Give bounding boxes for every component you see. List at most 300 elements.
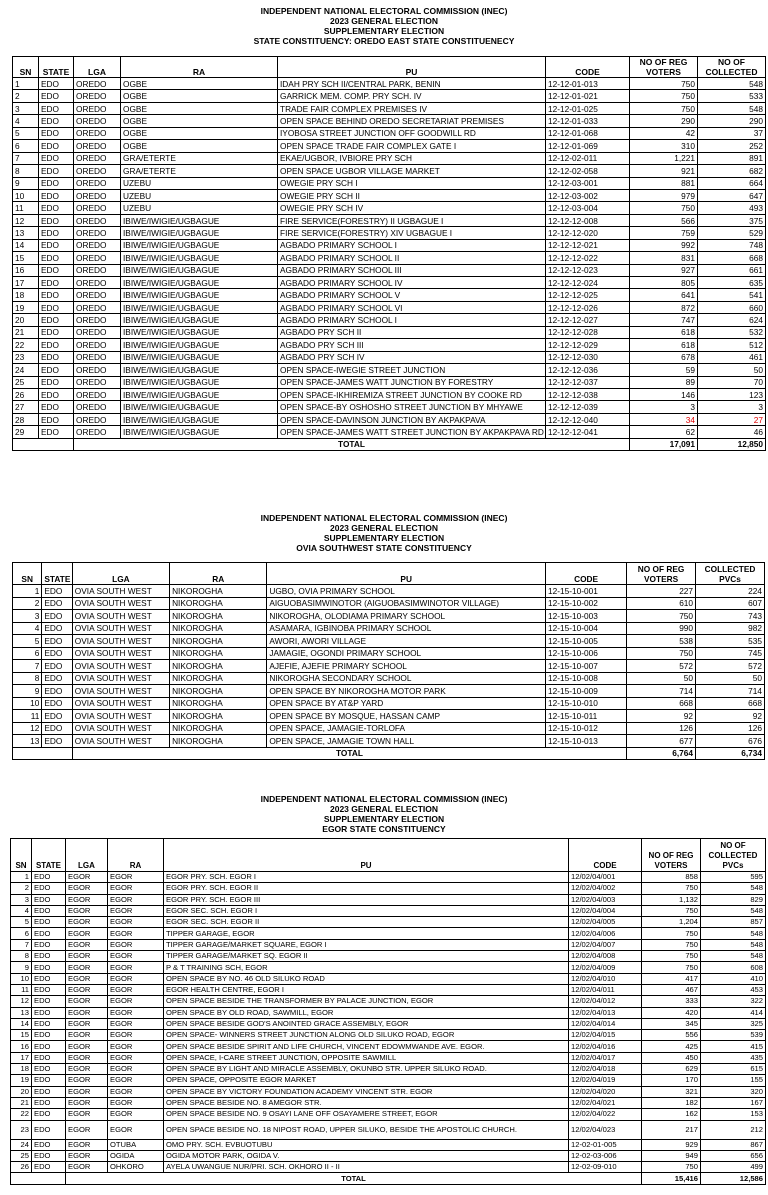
table-cell: EDO xyxy=(39,227,74,239)
table-cell: 548 xyxy=(701,905,766,916)
table-cell: 678 xyxy=(630,351,698,363)
table-cell: GRA/ETERTE xyxy=(121,165,278,177)
table-cell: 34 xyxy=(630,413,698,425)
table-cell: 668 xyxy=(696,697,765,710)
table-row xyxy=(13,339,766,351)
table-cell: 891 xyxy=(698,152,766,164)
table-cell: 50 xyxy=(698,364,766,376)
table-cell: 7 xyxy=(13,660,42,673)
table-cell: EDO xyxy=(39,277,74,289)
table-cell: EDO xyxy=(39,301,74,313)
table-cell: 12/02/04/005 xyxy=(569,917,642,928)
table-cell: 6 xyxy=(11,928,32,939)
table-cell: EDO xyxy=(32,1007,66,1018)
table-cell: OREDO xyxy=(74,351,121,363)
table-cell: 290 xyxy=(698,115,766,127)
table-cell: 548 xyxy=(701,928,766,939)
table-cell: 608 xyxy=(701,962,766,973)
table-cell: 759 xyxy=(630,227,698,239)
table-cell: OGBE xyxy=(121,90,278,102)
table-cell: OPEN SPACE, JAMAGIE-TORLOFA xyxy=(267,722,546,735)
table-cell: 12/02/04/017 xyxy=(569,1052,642,1063)
column-header: CODE xyxy=(546,563,627,585)
table-cell: EGOR xyxy=(108,1064,164,1075)
column-header: STATE xyxy=(42,563,72,585)
table-row xyxy=(11,1064,766,1075)
table-cell: OVIA SOUTH WEST xyxy=(72,672,169,685)
table-cell: EDO xyxy=(39,264,74,276)
table-cell: 5 xyxy=(11,917,32,928)
table-cell: OPEN SPACE-BY OSHOSHO STREET JUNCTION BY MHYAWE xyxy=(278,401,546,413)
table-cell: 325 xyxy=(701,1018,766,1029)
table-cell: AGBADO PRIMARY SCHOOL VI xyxy=(278,301,546,313)
table-cell: 16 xyxy=(13,264,39,276)
section-2-header xyxy=(0,513,768,553)
table-cell: 12 xyxy=(13,214,39,226)
table-cell: EGOR xyxy=(66,1041,108,1052)
table-cell: 217 xyxy=(642,1120,701,1139)
table-cell: EGOR xyxy=(66,939,108,950)
table-cell: 13 xyxy=(13,227,39,239)
table-cell: NIKOROGHA xyxy=(170,660,267,673)
table-cell: 27 xyxy=(698,413,766,425)
table-cell: 46 xyxy=(698,426,766,438)
table-cell: EGOR xyxy=(108,973,164,984)
table-cell: 252 xyxy=(698,140,766,152)
table-cell: 12-12-12-023 xyxy=(546,264,630,276)
column-header: STATE xyxy=(32,839,66,872)
table-row xyxy=(13,413,766,425)
table-cell: 8 xyxy=(13,672,42,685)
table-cell: EDO xyxy=(32,973,66,984)
table-cell: OREDO xyxy=(74,376,121,388)
table-cell: 321 xyxy=(642,1086,701,1097)
table-cell: IBIWE/IWIGIE/UGBAGUE xyxy=(121,277,278,289)
table-cell: EDO xyxy=(32,1120,66,1139)
table-cell: 26 xyxy=(13,388,39,400)
table-cell: 12-12-12-038 xyxy=(546,388,630,400)
table-cell: 12-12-01-068 xyxy=(546,127,630,139)
table-cell: OPEN SPACE, I-CARE STREET JUNCTION, OPPOSITE SAWMILL xyxy=(164,1052,569,1063)
table-cell: OGBE xyxy=(121,127,278,139)
table-cell: 750 xyxy=(642,883,701,894)
table-cell: 541 xyxy=(698,289,766,301)
table-cell: 748 xyxy=(698,239,766,251)
column-header: NO OF COLLECTED PVCs xyxy=(701,839,766,872)
table-cell: 12/02/04/008 xyxy=(569,951,642,962)
table-cell: 12-15-10-006 xyxy=(546,647,627,660)
total-collected: 12,586 xyxy=(701,1173,766,1184)
table-cell: IBIWE/IWIGIE/UGBAGUE xyxy=(121,239,278,251)
table-cell: 3 xyxy=(13,610,42,623)
table-cell: 345 xyxy=(642,1018,701,1029)
table-cell: EDO xyxy=(32,962,66,973)
table-cell: 14 xyxy=(11,1018,32,1029)
table-cell: IBIWE/IWIGIE/UGBAGUE xyxy=(121,351,278,363)
table-cell: EGOR PRY. SCH. EGOR III xyxy=(164,894,569,905)
table-cell: NIKOROGHA xyxy=(170,610,267,623)
table-cell: OREDO xyxy=(74,239,121,251)
table-cell: OPEN SPACE- WINNERS STREET JUNCTION ALONG OLD SILUKO ROAD, EGOR xyxy=(164,1030,569,1041)
table-cell: OPEN SPACE-DAVINSON JUNCTION BY AKPAKPAVA xyxy=(278,413,546,425)
table-cell: 22 xyxy=(11,1109,32,1120)
table-row xyxy=(13,697,765,710)
table-cell: NIKOROGHA xyxy=(170,697,267,710)
table-cell: IBIWE/IWIGIE/UGBAGUE xyxy=(121,388,278,400)
table-cell: 556 xyxy=(642,1030,701,1041)
table-row xyxy=(13,214,766,226)
table-cell: 20 xyxy=(13,314,39,326)
table-row xyxy=(13,90,766,102)
column-header: PU xyxy=(267,563,546,585)
table-cell: 425 xyxy=(642,1041,701,1052)
table-cell: 11 xyxy=(13,202,39,214)
table-cell: EDO xyxy=(39,127,74,139)
table-cell: UZEBU xyxy=(121,202,278,214)
total-label: TOTAL xyxy=(66,1173,642,1184)
table-cell: 89 xyxy=(630,376,698,388)
table-cell: EGOR xyxy=(108,996,164,1007)
table-row xyxy=(11,951,766,962)
table-cell: EGOR xyxy=(66,996,108,1007)
table-cell: OREDO xyxy=(74,214,121,226)
table-cell: IBIWE/IWIGIE/UGBAGUE xyxy=(121,426,278,438)
table-row xyxy=(11,917,766,928)
table-cell: EDO xyxy=(39,140,74,152)
table-cell: 493 xyxy=(698,202,766,214)
table-cell: 750 xyxy=(642,939,701,950)
table-cell: OVIA SOUTH WEST xyxy=(72,735,169,748)
table-cell: EGOR xyxy=(108,905,164,916)
table-cell: 12/02/04/022 xyxy=(569,1109,642,1120)
table-cell: 23 xyxy=(11,1120,32,1139)
table-cell: OWEGIE PRY SCH II xyxy=(278,189,546,201)
table-cell: 375 xyxy=(698,214,766,226)
table-cell: 27 xyxy=(13,401,39,413)
column-header: LGA xyxy=(72,563,169,585)
table-cell: OPEN SPACE BY NIKOROGHA MOTOR PARK xyxy=(267,685,546,698)
table-cell: 5 xyxy=(13,635,42,648)
table-cell: 24 xyxy=(11,1139,32,1150)
table-cell: 548 xyxy=(701,883,766,894)
table-cell: 450 xyxy=(642,1052,701,1063)
table-cell: AGBADO PRIMARY SCHOOL III xyxy=(278,264,546,276)
table-cell: 949 xyxy=(642,1150,701,1161)
table-cell: OREDO xyxy=(74,413,121,425)
table-cell: 12-15-10-005 xyxy=(546,635,627,648)
table-cell: 12/02/04/004 xyxy=(569,905,642,916)
table-header-row xyxy=(11,839,766,872)
table-cell: IBIWE/IWIGIE/UGBAGUE xyxy=(121,314,278,326)
table-cell: 435 xyxy=(701,1052,766,1063)
table-cell: OREDO xyxy=(74,326,121,338)
table-cell: NIKOROGHA SECONDARY SCHOOL xyxy=(267,672,546,685)
table-cell: 12-12-01-069 xyxy=(546,140,630,152)
table-cell: OVIA SOUTH WEST xyxy=(72,585,169,598)
table-cell: 641 xyxy=(630,289,698,301)
column-header: NO OF REG VOTERS xyxy=(642,839,701,872)
table-cell: 867 xyxy=(701,1139,766,1150)
table-cell: 7 xyxy=(13,152,39,164)
table-cell: 3 xyxy=(11,894,32,905)
table-cell: EGOR xyxy=(108,894,164,905)
table-cell: 3 xyxy=(630,401,698,413)
table-cell: 12-12-03-002 xyxy=(546,189,630,201)
table-cell: 624 xyxy=(698,314,766,326)
table-cell: 37 xyxy=(698,127,766,139)
table-cell: 182 xyxy=(642,1097,701,1108)
table-cell: OPEN SPACE BY NO. 46 OLD SILUKO ROAD xyxy=(164,973,569,984)
table-cell: 12/02/04/010 xyxy=(569,973,642,984)
table-cell: 12-15-10-010 xyxy=(546,697,627,710)
table-cell: 548 xyxy=(698,102,766,114)
table-cell: 12-12-12-040 xyxy=(546,413,630,425)
table-cell: 750 xyxy=(630,102,698,114)
table-cell: 410 xyxy=(701,973,766,984)
table-cell: EGOR xyxy=(108,928,164,939)
table-cell: TIPPER GARAGE/MARKET SQUARE, EGOR I xyxy=(164,939,569,950)
table-row xyxy=(11,1018,766,1029)
table-cell: 12-15-10-013 xyxy=(546,735,627,748)
table-row xyxy=(11,872,766,883)
table-row xyxy=(13,152,766,164)
table-cell: 548 xyxy=(698,78,766,90)
table-cell: OVIA SOUTH WEST xyxy=(72,722,169,735)
table-cell: EGOR xyxy=(66,1018,108,1029)
table-cell: JAMAGIE, OGONDI PRIMARY SCHOOL xyxy=(267,647,546,660)
table-cell: 461 xyxy=(698,351,766,363)
table-cell: OPEN SPACE-JAMES WATT STREET JUNCTION BY AKPAKPAVA RD xyxy=(278,426,546,438)
table-cell: AGBADO PRIMARY SCHOOL II xyxy=(278,252,546,264)
table-cell: EGOR xyxy=(108,1030,164,1041)
table-cell: EDO xyxy=(32,928,66,939)
table-row xyxy=(11,984,766,995)
column-header: PU xyxy=(164,839,569,872)
table-cell: AIGUOBASIMWINOTOR (AIGUOBASIMWINOTOR VILLAGE) xyxy=(267,597,546,610)
table-cell: IBIWE/IWIGIE/UGBAGUE xyxy=(121,401,278,413)
table-cell: EGOR xyxy=(108,962,164,973)
table-cell: 167 xyxy=(701,1097,766,1108)
table-cell: IBIWE/IWIGIE/UGBAGUE xyxy=(121,301,278,313)
table-row xyxy=(11,1139,766,1150)
table-cell: AYELA UWANGUE NUR/PRI. SCH. OKHORO II - II xyxy=(164,1162,569,1173)
table-cell: 467 xyxy=(642,984,701,995)
header-line: 2023 GENERAL ELECTION xyxy=(329,804,438,814)
total-spacer xyxy=(13,747,73,760)
table-cell: 595 xyxy=(701,872,766,883)
table-cell: EGOR xyxy=(108,1007,164,1018)
table-row xyxy=(13,660,765,673)
table-cell: 747 xyxy=(630,314,698,326)
table-cell: EDO xyxy=(39,90,74,102)
table-cell: 212 xyxy=(701,1120,766,1139)
table-cell: FIRE SERVICE(FORESTRY) II UGBAGUE I xyxy=(278,214,546,226)
table-cell: 15 xyxy=(13,252,39,264)
table-row xyxy=(13,140,766,152)
table-cell: 12-15-10-008 xyxy=(546,672,627,685)
table-cell: EDO xyxy=(39,177,74,189)
table-cell: 881 xyxy=(630,177,698,189)
table-cell: OREDO xyxy=(74,227,121,239)
table-cell: 1 xyxy=(13,78,39,90)
table-cell: EDO xyxy=(42,610,72,623)
table-cell: OREDO xyxy=(74,364,121,376)
table-cell: OPEN SPACE UGBOR VILLAGE MARKET xyxy=(278,165,546,177)
table-cell: 12/02/04/016 xyxy=(569,1041,642,1052)
table-cell: OPEN SPACE BY VICTORY FOUNDATION ACADEMY VINCENT STR. EGOR xyxy=(164,1086,569,1097)
table-cell: 12-12-12-027 xyxy=(546,314,630,326)
table-cell: 12-12-12-026 xyxy=(546,301,630,313)
table-cell: OREDO xyxy=(74,177,121,189)
column-header: NO OF REG VOTERS xyxy=(630,57,698,78)
table-cell: EDO xyxy=(32,917,66,928)
table-cell: OVIA SOUTH WEST xyxy=(72,697,169,710)
table-cell: 12-12-02-058 xyxy=(546,165,630,177)
table-cell: EGOR xyxy=(66,962,108,973)
table-cell: 310 xyxy=(630,140,698,152)
table-cell: EDO xyxy=(32,872,66,883)
table-row xyxy=(11,962,766,973)
table-cell: 170 xyxy=(642,1075,701,1086)
table-cell: 743 xyxy=(696,610,765,623)
table-cell: 420 xyxy=(642,1007,701,1018)
column-header: NO OF REG VOTERS xyxy=(627,563,696,585)
table-cell: 12/02/04/023 xyxy=(569,1120,642,1139)
table-cell: 146 xyxy=(630,388,698,400)
table-cell: EGOR xyxy=(66,1109,108,1120)
table-cell: 12/02/04/019 xyxy=(569,1075,642,1086)
table-cell: 19 xyxy=(11,1075,32,1086)
table-row xyxy=(11,1052,766,1063)
table-cell: 533 xyxy=(698,90,766,102)
table-cell: EDO xyxy=(42,622,72,635)
table-cell: 1,221 xyxy=(630,152,698,164)
table-cell: 11 xyxy=(11,984,32,995)
table-cell: 19 xyxy=(13,301,39,313)
table-cell: 453 xyxy=(701,984,766,995)
table-cell: EDO xyxy=(39,388,74,400)
table-row xyxy=(11,973,766,984)
table-cell: 12-12-12-041 xyxy=(546,426,630,438)
table-cell: 750 xyxy=(642,905,701,916)
table-cell: 647 xyxy=(698,189,766,201)
table-cell: 29 xyxy=(13,426,39,438)
table-cell: 512 xyxy=(698,339,766,351)
table-cell: EDO xyxy=(32,894,66,905)
total-reg: 6,764 xyxy=(627,747,696,760)
table-cell: 750 xyxy=(642,928,701,939)
table-row xyxy=(13,202,766,214)
table-cell: OREDO xyxy=(74,401,121,413)
table-row xyxy=(11,1097,766,1108)
table-cell: OMO PRY. SCH. EVBUOTUBU xyxy=(164,1139,569,1150)
table-cell: 10 xyxy=(11,973,32,984)
table-cell: 572 xyxy=(627,660,696,673)
table-cell: OVIA SOUTH WEST xyxy=(72,685,169,698)
table-cell: OREDO xyxy=(74,202,121,214)
header-line: OVIA SOUTHWEST STATE CONSTITUENCY xyxy=(296,543,472,553)
table-cell: 9 xyxy=(13,685,42,698)
table-cell: EGOR xyxy=(66,951,108,962)
table-cell: IBIWE/IWIGIE/UGBAGUE xyxy=(121,252,278,264)
table-cell: NIKOROGHA xyxy=(170,597,267,610)
table-cell: 548 xyxy=(701,939,766,950)
table-cell: 12/02/04/007 xyxy=(569,939,642,950)
column-header: STATE xyxy=(39,57,74,78)
table-cell: EDO xyxy=(39,165,74,177)
table-header-row xyxy=(13,57,766,78)
table-cell: EGOR xyxy=(66,1064,108,1075)
table-cell: 12-12-02-011 xyxy=(546,152,630,164)
table-cell: OPEN SPACE-JAMES WATT JUNCTION BY FORESTRY xyxy=(278,376,546,388)
table-cell: OGBE xyxy=(121,78,278,90)
table-cell: OGBE xyxy=(121,115,278,127)
table-cell: 12 xyxy=(13,722,42,735)
table-cell: 12-12-03-004 xyxy=(546,202,630,214)
table-cell: EDO xyxy=(39,339,74,351)
table-cell: 10 xyxy=(13,697,42,710)
table-cell: UZEBU xyxy=(121,189,278,201)
table-cell: EGOR xyxy=(66,1086,108,1097)
table-cell: OPEN SPACE BY OLD ROAD, SAWMILL, EGOR xyxy=(164,1007,569,1018)
total-reg: 15,416 xyxy=(642,1173,701,1184)
table-cell: 1 xyxy=(13,585,42,598)
table-cell: 20 xyxy=(11,1086,32,1097)
column-header: LGA xyxy=(74,57,121,78)
table-cell: EGOR xyxy=(66,894,108,905)
table-cell: OREDO xyxy=(74,339,121,351)
table-cell: UZEBU xyxy=(121,177,278,189)
table-cell: IBIWE/IWIGIE/UGBAGUE xyxy=(121,214,278,226)
table-row xyxy=(11,928,766,939)
table-cell: 532 xyxy=(698,326,766,338)
table-cell: 21 xyxy=(13,326,39,338)
column-header: CODE xyxy=(569,839,642,872)
table-cell: 629 xyxy=(642,1064,701,1075)
table-cell: EGOR xyxy=(66,1120,108,1139)
table-cell: EGOR xyxy=(66,1007,108,1018)
table-cell: 12/02/04/018 xyxy=(569,1064,642,1075)
table-cell: 17 xyxy=(13,277,39,289)
table-cell: 872 xyxy=(630,301,698,313)
table-cell: 92 xyxy=(627,710,696,723)
table-cell: IBIWE/IWIGIE/UGBAGUE xyxy=(121,339,278,351)
table-cell: 23 xyxy=(13,351,39,363)
table-cell: 9 xyxy=(11,962,32,973)
table-row xyxy=(11,1086,766,1097)
table-cell: 668 xyxy=(627,697,696,710)
table-cell: OPEN SPACE BY LIGHT AND MIRACLE ASSEMBLY, OKUNBO STR. UPPER SILUKO ROAD. xyxy=(164,1064,569,1075)
table-cell: OPEN SPACE BESIDE THE TRANSFORMER BY PALACE JUNCTION, EGOR xyxy=(164,996,569,1007)
table-cell: 12-12-12-028 xyxy=(546,326,630,338)
table-cell: 664 xyxy=(698,177,766,189)
table-cell: 979 xyxy=(630,189,698,201)
table-row xyxy=(13,277,766,289)
table-cell: TIPPER GARAGE, EGOR xyxy=(164,928,569,939)
table-cell: 25 xyxy=(13,376,39,388)
table-cell: 12-12-12-030 xyxy=(546,351,630,363)
table-cell: OVIA SOUTH WEST xyxy=(72,610,169,623)
table-cell: 12-12-12-020 xyxy=(546,227,630,239)
table-row xyxy=(13,426,766,438)
egor-table xyxy=(10,838,766,1185)
table-cell: OWEGIE PRY SCH I xyxy=(278,177,546,189)
table-cell: OREDO xyxy=(74,165,121,177)
table-cell: 126 xyxy=(627,722,696,735)
table-cell: EDO xyxy=(32,1041,66,1052)
table-cell: OREDO xyxy=(74,152,121,164)
table-cell: 714 xyxy=(627,685,696,698)
